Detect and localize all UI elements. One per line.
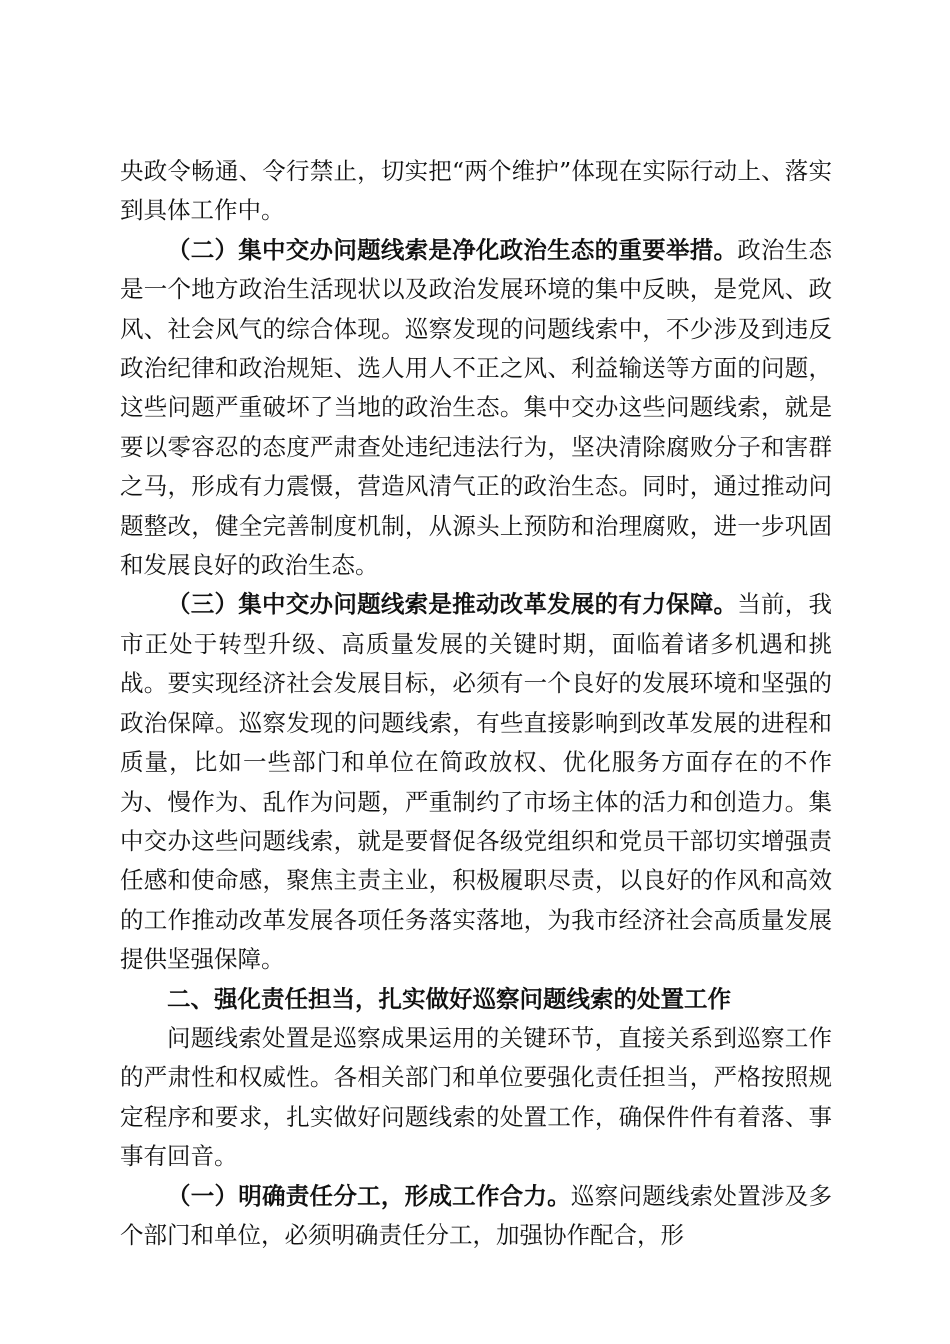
paragraph-text: 央政令畅通、令行禁止，切实把“两个维护”体现在实际行动上、落实到具体工作中。: [120, 157, 832, 225]
paragraph-text: 问题线索处置是巡察成果运用的关键环节，直接关系到巡察工作的严肃性和权威性。各相关部门和单位要强化责任担当，严格按照规定程序和要求，扎实做好问题线索的处置工作，确保件件有着落、事事有回音。: [120, 1023, 832, 1171]
paragraph-reform-guarantee: [120, 585, 832, 979]
paragraph-lead: （一）明确责任分工，形成工作合力。: [167, 1181, 571, 1210]
paragraph-text: 巡察问题线索处置涉及多个部门和单位，必须明确责任分工，加强协作配合，形: [120, 1181, 833, 1249]
paragraph-continuation: [120, 152, 832, 231]
section-heading: 二、强化责任担当，扎实做好巡察问题线索的处置工作: [167, 984, 731, 1013]
document-body: [120, 152, 832, 1255]
paragraph-lead: （二）集中交办问题线索是净化政治生态的重要举措。: [167, 235, 738, 264]
paragraph-political-ecology: [120, 231, 832, 586]
paragraph-clue-handling: [120, 1019, 832, 1177]
paragraph-responsibility: [120, 1177, 832, 1256]
paragraph-lead: （三）集中交办问题线索是推动改革发展的有力保障。: [167, 590, 738, 619]
paragraph-text: 当前，我市正处于转型升级、高质量发展的关键时期，面临着诸多机遇和挑战。要实现经济社会发展目标，必须有一个良好的发展环境和坚强的政治保障。巡察发现的问题线索，有些直接影响到改革发展的进程和质量，比如一些部门和单位在简政放权、优化服务方面存在的不作为、慢作为、乱作为问题，严重制约了市场主体的活力和创造力。集中交办这些问题线索，就是要督促各级党组织和党员干部切实增强责任感和使命感，聚焦主责主业，积极履职尽责，以良好的作风和高效的工作推动改革发展各项任务落实落地，为我市经济社会高质量发展提供坚强保障。: [120, 590, 833, 974]
paragraph-text: 政治生态是一个地方政治生活现状以及政治发展环境的集中反映，是党风、政风、社会风气的综合体现。巡察发现的问题线索中，不少涉及到违反政治纪律和政治规矩、选人用人不正之风、利益输送等方面的问题，这些问题严重破坏了当地的政治生态。集中交办这些问题线索，就是要以零容忍的态度严肃查处违纪违法行为，坚决清除腐败分子和害群之马，形成有力震慑，营造风清气正的政治生态。同时，通过推动问题整改，健全完善制度机制，从源头上预防和治理腐败，进一步巩固和发展良好的政治生态。: [120, 235, 833, 580]
